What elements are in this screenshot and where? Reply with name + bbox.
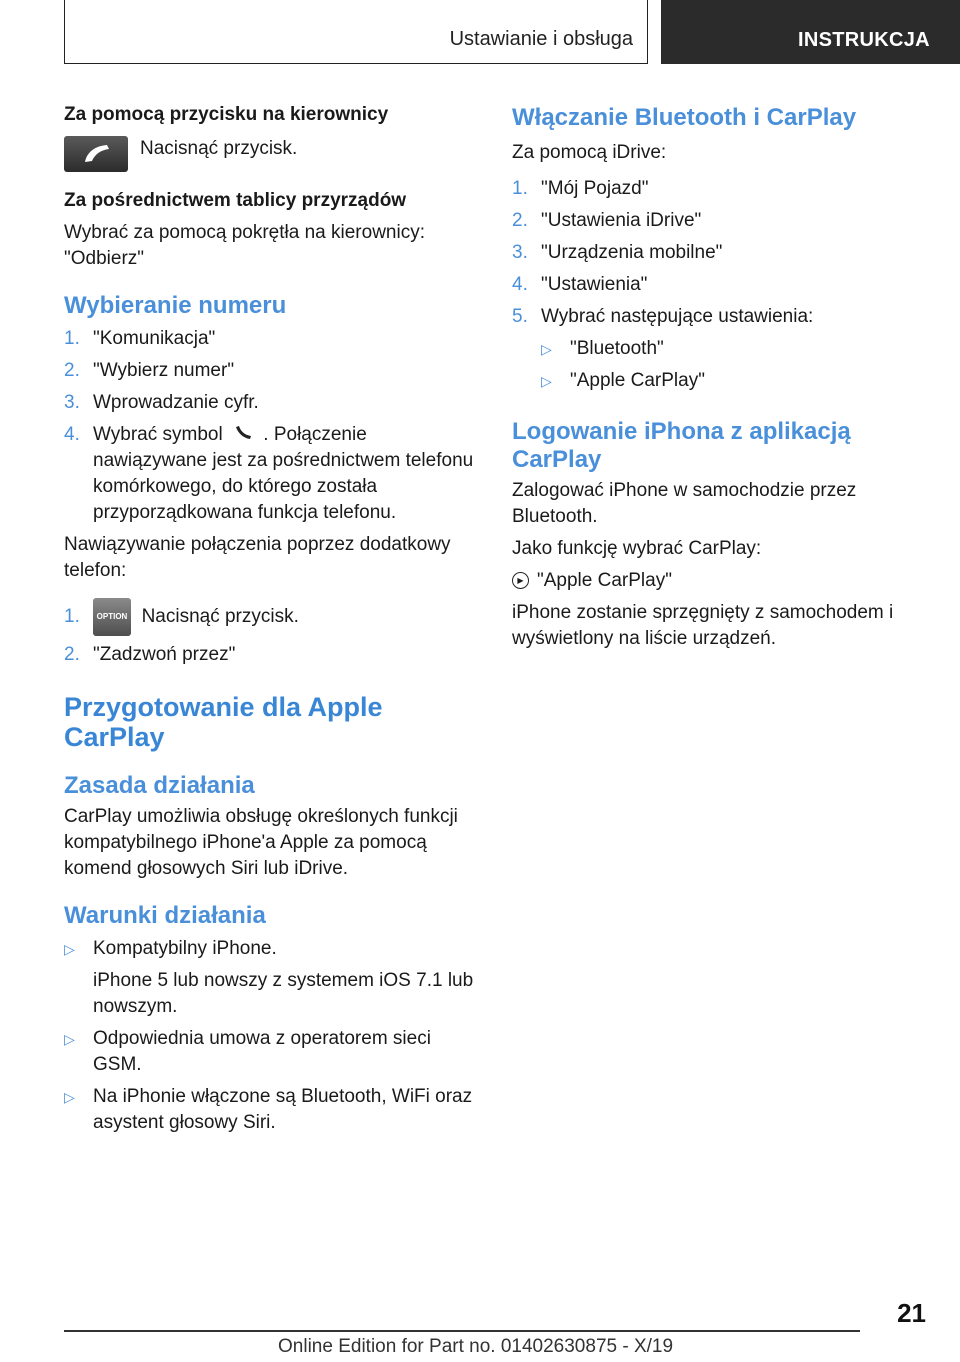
steering-heading: Za pomocą przycisku na kierownicy — [64, 104, 389, 125]
list-item: 3. Wprowadzanie cyfr. — [64, 392, 259, 413]
section-title: Ustawianie i obsługa — [449, 28, 633, 50]
bluetooth-title: Włączanie Bluetooth i CarPlay — [512, 104, 857, 131]
list-item: 5. Wybrać następujące ustawienia: — [512, 306, 814, 327]
list-item: ▷ "Bluetooth" — [541, 338, 664, 359]
footer-divider — [64, 1330, 860, 1332]
list-item: 2. "Wybierz numer" — [64, 360, 235, 381]
list-item: ▷ "Apple CarPlay" — [541, 370, 705, 391]
list-item: ▷ Na iPhonie włączone są Bluetooth, WiFi oraz asystent głosowy Siri. — [64, 1086, 473, 1133]
dial-title: Wybieranie numeru — [64, 292, 287, 319]
principle-text: CarPlay umożliwia obsługę określonych funkcji kompatybilnego iPhone'a Apple za pomocą komend głosowych Siri lub iDrive. — [64, 806, 458, 879]
condition-detail: iPhone 5 lub nowszy z systemem iOS 7.1 lub nowszym. — [93, 970, 474, 1017]
right-column — [512, 102, 927, 652]
conditions-list — [64, 936, 479, 1136]
steering-row — [64, 136, 479, 172]
phone-icon — [79, 142, 113, 166]
list-item: 1. "Komunikacja" — [64, 328, 216, 349]
list-item: 2. "Ustawienia iDrive" — [512, 210, 702, 231]
bluetooth-steps — [512, 176, 927, 394]
panel-heading: Za pośrednictwem tablicy przyrządów — [64, 190, 407, 211]
manual-tab-label: INSTRUKCJA — [798, 29, 930, 51]
list-item: 4. "Ustawienia" — [512, 274, 648, 295]
page-number: 21 — [897, 1298, 926, 1328]
manual-tab — [661, 0, 960, 64]
login-text-2: Jako funkcję wybrać CarPlay: — [512, 538, 762, 559]
list-item: 4. Wybrać symbol . Połączenie nawiązywane jest za pośrednictwem telefonu komórkowego, do którego została przyporządkowana funkcja telefonu. — [64, 424, 474, 523]
list-item: ▷ Odpowiednia umowa z operatorem sieci GSM. — [64, 1028, 431, 1075]
list-item: 2. "Zadzwoń przez" — [64, 644, 236, 665]
extra-phone-text: Nawiązywanie połączenia poprzez dodatkowy telefon: — [64, 534, 451, 581]
list-item: ▷ Kompatybilny iPhone. — [64, 938, 277, 959]
login-text-3: iPhone zostanie sprzęgnięty z samochodem i wyświetlony na liście urządzeń. — [512, 602, 894, 649]
header-frame — [64, 0, 648, 64]
extra-steps — [64, 598, 479, 668]
steering-text: Nacisnąć przycisk. — [140, 138, 298, 159]
login-text-1: Zalogować iPhone w samochodzie przez Bluetooth. — [512, 480, 857, 527]
panel-text: Wybrać za pomocą pokrętła na kierownicy: "Odbierz" — [64, 222, 425, 269]
list-item: 1. "Mój Pojazd" — [512, 178, 649, 199]
option-button-image: OPTION — [93, 598, 131, 636]
call-button-image — [64, 136, 128, 172]
dial-steps — [64, 326, 479, 526]
conditions-title: Warunki działania — [64, 902, 266, 929]
login-title: Logowanie iPhona z aplikacją CarPlay — [512, 418, 851, 473]
login-item: ▶ "Apple CarPlay" — [512, 568, 927, 594]
left-column — [64, 102, 479, 1136]
edition-text: Online Edition for Part no. 01402630875 - X/19 — [278, 1336, 674, 1357]
list-item: 1. OPTION Nacisnąć przycisk. — [64, 598, 479, 636]
play-circle-icon: ▶ — [512, 572, 529, 589]
principle-title: Zasada działania — [64, 772, 255, 799]
list-item: 3. "Urządzenia mobilne" — [512, 242, 723, 263]
bluetooth-intro: Za pomocą iDrive: — [512, 142, 667, 163]
handset-symbol-icon — [232, 424, 254, 442]
carplay-title: Przygotowanie dla Apple CarPlay — [64, 692, 383, 752]
